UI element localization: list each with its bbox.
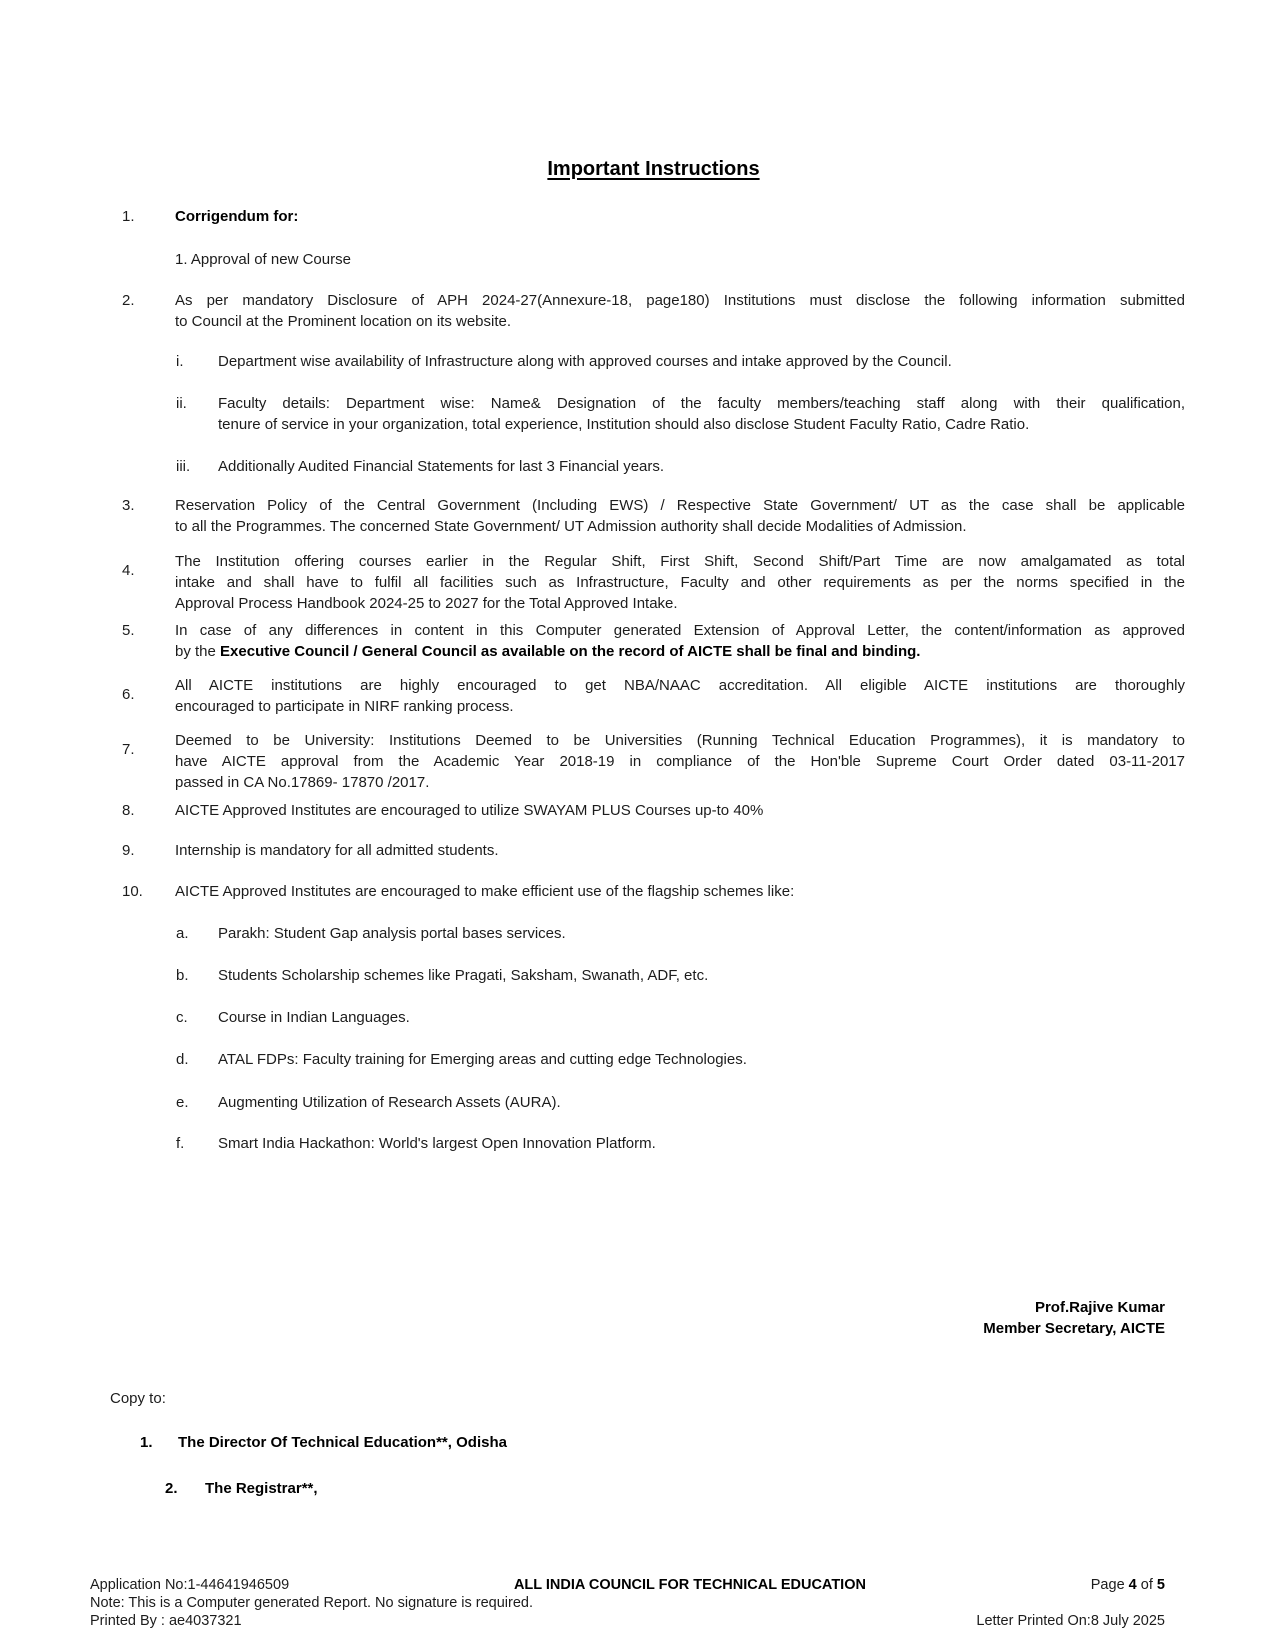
sub-item-marker: d. — [176, 1051, 189, 1068]
item-text: Internship is mandatory for all admitted students. — [175, 842, 499, 859]
item-number: 2. — [122, 292, 135, 309]
sub-item-marker: c. — [176, 1009, 188, 1026]
sub-item-marker: i. — [176, 353, 184, 370]
copy-entry-number: 2. — [165, 1480, 178, 1497]
sub-item-marker: e. — [176, 1094, 189, 1111]
item-number: 9. — [122, 842, 135, 859]
item-number: 10. — [122, 883, 143, 900]
sub-item-text: Parakh: Student Gap analysis portal bases services. — [218, 925, 566, 942]
item-text: AICTE Approved Institutes are encouraged to make efficient use of the flagship schemes like: — [175, 883, 795, 900]
signature-block — [122, 1297, 1185, 1339]
sub-item-marker: iii. — [176, 458, 191, 475]
item-text: In case of any differences in content in this Computer generated Extension of Approval Letter, the content/information as approved by the Executive Council / General Council as available on the record of AICTE shall be final and binding. — [175, 622, 1185, 660]
sub-item-text: ATAL FDPs: Faculty training for Emerging areas and cutting edge Technologies. — [218, 1051, 747, 1068]
instruction-item-2 — [122, 290, 1185, 332]
instruction-item-10-d — [176, 1049, 1185, 1070]
item-number: 3. — [122, 497, 135, 514]
item-number: 6. — [122, 686, 135, 703]
instructions-section — [110, 158, 1185, 1499]
instruction-item-10-c — [176, 1007, 1185, 1028]
copy-to-entry-2 — [165, 1478, 1185, 1499]
sub-item-text: Additionally Audited Financial Statements for last 3 Financial years. — [218, 458, 665, 475]
item-text: AICTE Approved Institutes are encouraged to utilize SWAYAM PLUS Courses up-to 40% — [175, 802, 764, 819]
instruction-item-3 — [122, 495, 1185, 537]
instruction-item-4 — [122, 551, 1185, 614]
footer-row-3 — [90, 1612, 1165, 1630]
item-text: As per mandatory Disclosure of APH 2024-27(Annexure-18, page180) Institutions must disclose the following information submitted to Council at the Prominent location on its website. — [175, 292, 1185, 330]
copy-entry-number: 1. — [140, 1434, 153, 1451]
application-number: Application No:1-44641946509 — [90, 1577, 290, 1593]
printed-by: Printed By : ae4037321 — [90, 1613, 242, 1629]
instruction-item-1-sub: 1. Approval of new Course — [175, 251, 351, 268]
instruction-item-10-f — [176, 1133, 1185, 1154]
copy-entry-text: The Director Of Technical Education**, Odisha — [178, 1434, 507, 1451]
page-title: Important Instructions — [547, 158, 760, 180]
instruction-item-8 — [122, 800, 1185, 821]
sub-item-text: Course in Indian Languages. — [218, 1009, 410, 1026]
item-text: Deemed to be University: Institutions Deemed to be Universities (Running Technical Education Programmes), it is mandatory to have AICTE approval from the Academic Year 2018-19 in compliance of the Hon'ble Supreme Court Order dated 03-11-2017 passed in CA No.17869- 17870 /2017. — [175, 732, 1185, 791]
sub-item-text: Students Scholarship schemes like Pragati, Saksham, Swanath, ADF, etc. — [218, 967, 709, 984]
signatory-name: Prof.Rajive Kumar — [1034, 1299, 1165, 1316]
instruction-item-6 — [122, 675, 1185, 717]
item-number: 5. — [122, 622, 135, 639]
instruction-item-2-ii — [176, 393, 1185, 435]
sub-item-text: Augmenting Utilization of Research Assets (AURA). — [218, 1094, 561, 1111]
sub-item-text: Faculty details: Department wise: Name& Designation of the faculty members/teaching staff along with their qualification, tenure of service in your organization, total experience, Institution should also disclose Student Faculty Ratio, Cadre Ratio. — [218, 395, 1185, 433]
instruction-item-2-i — [176, 351, 1185, 372]
sub-item-marker: a. — [176, 925, 189, 942]
instruction-item-10 — [122, 881, 1185, 902]
sub-item-text: Smart India Hackathon: World's largest Open Innovation Platform. — [218, 1135, 656, 1152]
council-name: ALL INDIA COUNCIL FOR TECHNICAL EDUCATION — [513, 1577, 866, 1593]
instruction-item-9 — [122, 840, 1185, 861]
item-text-prefix: by the — [175, 643, 221, 660]
copy-entry-text: The Registrar**, — [205, 1480, 318, 1497]
item-number: 8. — [122, 802, 135, 819]
instruction-item-7 — [122, 730, 1185, 793]
copy-to-entry-1 — [140, 1432, 1185, 1453]
page-number: 4 — [1128, 1577, 1137, 1593]
item-number: 7. — [122, 741, 135, 758]
item-number: 1. — [122, 208, 135, 225]
instruction-item-10-b — [176, 965, 1185, 986]
sub-item-marker: b. — [176, 967, 189, 984]
page-total: 5 — [1156, 1577, 1165, 1593]
footer-row-1 — [90, 1576, 1165, 1594]
page-indicator: Page 4 of 5 — [1090, 1577, 1165, 1593]
copy-to-label: Copy to: — [110, 1390, 166, 1407]
instruction-item-10-e — [176, 1092, 1185, 1113]
footer-note: Note: This is a Computer generated Report. No signature is required. — [90, 1595, 534, 1611]
instruction-item-5 — [122, 620, 1185, 662]
signatory-designation: Member Secretary, AICTE — [983, 1320, 1165, 1337]
item-number: 4. — [122, 562, 135, 579]
item-text: The Institution offering courses earlier in the Regular Shift, First Shift, Second Shift/Part Time are now amalgamated as total intake and shall have to fulfil all facilities such as Infrastructure, Faculty and other requirements as per the norms specified in the Approval Process Handbook 2024-25 to 2027 for the Total Approved Intake. — [175, 553, 1185, 612]
page-footer — [90, 1576, 1165, 1630]
instruction-item-1 — [122, 206, 1185, 227]
instruction-item-10-a — [176, 923, 1185, 944]
item-text: Reservation Policy of the Central Government (Including EWS) / Respective State Government/ UT as the case shall be applicable to all the Programmes. The concerned State Government/ UT Admission authority shall decide Modalities of Admission. — [175, 497, 1185, 535]
item-text: All AICTE institutions are highly encouraged to get NBA/NAAC accreditation. All eligible AICTE institutions are thoroughly encouraged to participate in NIRF ranking process. — [175, 677, 1185, 715]
instruction-item-2-iii — [176, 456, 1185, 477]
sub-item-text: Department wise availability of Infrastructure along with approved courses and intake approved by the Council. — [218, 353, 952, 370]
printed-on: Letter Printed On:8 July 2025 — [976, 1613, 1165, 1629]
item-text: Corrigendum for: — [175, 208, 299, 225]
sub-item-marker: f. — [176, 1135, 185, 1152]
item-text-emphasis: Executive Council / General Council as available on the record of AICTE shall be final and binding. — [220, 643, 921, 660]
sub-item-marker: ii. — [176, 395, 187, 412]
